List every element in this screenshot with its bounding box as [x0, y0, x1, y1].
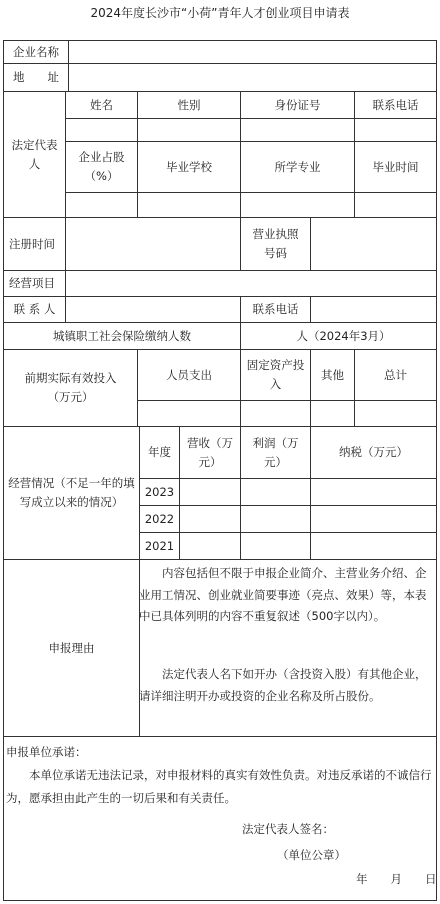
total-field[interactable]: [354, 400, 437, 427]
insurance-unit: 人（2024年3月）: [296, 328, 391, 343]
company-name-field[interactable]: [68, 40, 437, 64]
year-cell: 2021: [139, 532, 180, 560]
header-major: 所学专业: [240, 141, 355, 193]
profit-field[interactable]: [240, 478, 311, 506]
label-license-no: 营业执照号码: [240, 217, 311, 271]
other-field[interactable]: [310, 400, 355, 427]
header-total: 总计: [354, 349, 437, 401]
label-contact-person: 联 系 人: [3, 296, 66, 323]
label-contact-phone2: 联系电话: [240, 296, 311, 323]
header-year: 年度: [139, 426, 180, 479]
gender-field[interactable]: [137, 118, 241, 142]
reason-instructions: 内容包括但不限于申报企业简介、主营业务介绍、企业用工情况、创业就业简要事迹（亮点、效果）等，本表中已具体列明的内容不重复叙述（500字以内）。: [139, 566, 427, 623]
header-profit: 利润（万元）: [240, 426, 311, 479]
label-investment: 前期实际有效投入（万元）: [3, 349, 138, 427]
share-field[interactable]: [65, 192, 138, 218]
label-reason: 申报理由: [3, 559, 140, 737]
contact-phone-field[interactable]: [354, 118, 437, 142]
year-cell: 2022: [139, 505, 180, 533]
tax-field[interactable]: [310, 505, 437, 533]
revenue-field[interactable]: [179, 505, 241, 533]
label-business-scope: 经营项目: [3, 270, 66, 297]
header-share: 企业占股（%）: [65, 141, 138, 193]
grad-time-field[interactable]: [354, 192, 437, 218]
label-reg-time: 注册时间: [3, 217, 66, 271]
insurance-field[interactable]: [240, 322, 437, 350]
header-tax: 纳税（万元）: [310, 426, 437, 479]
major-field[interactable]: [240, 192, 355, 218]
reg-time-field[interactable]: [65, 217, 241, 271]
header-fixed-assets: 固定资产投入: [240, 349, 311, 401]
profit-field[interactable]: [240, 505, 311, 533]
license-no-field[interactable]: [310, 217, 437, 271]
header-name: 姓名: [65, 91, 138, 119]
business-scope-field[interactable]: [65, 270, 437, 297]
header-contact-phone: 联系电话: [354, 91, 437, 119]
seal-label: （单位公章）: [277, 848, 346, 862]
name-field[interactable]: [65, 118, 138, 142]
revenue-field[interactable]: [179, 532, 241, 560]
reason-note: 法定代表人名下如开办（含投资入股）有其他企业，请详细注明开办或投资的企业名称及所占股份。: [139, 667, 427, 703]
signature-label: 法定代表人签名：: [242, 822, 334, 836]
personnel-field[interactable]: [137, 400, 241, 427]
header-other: 其他: [310, 349, 355, 401]
contact-person-field[interactable]: [65, 296, 241, 323]
header-revenue: 营收（万元）: [179, 426, 241, 479]
label-legal-rep: 法定代表人: [3, 91, 66, 218]
form-title: 2024年度长沙市“小荷”青年人才创业项目申请表: [90, 6, 350, 20]
date-label: 年 月 日: [356, 872, 437, 886]
id-number-field[interactable]: [240, 118, 355, 142]
header-id-number: 身份证号: [240, 91, 355, 119]
header-gender: 性别: [137, 91, 241, 119]
revenue-field[interactable]: [179, 478, 241, 506]
tax-field[interactable]: [310, 478, 437, 506]
header-school: 毕业学校: [137, 141, 241, 193]
commitment-heading: 申报单位承诺：: [6, 745, 87, 759]
year-cell: 2023: [139, 478, 180, 506]
commitment-text: 本单位承诺无违法记录，对申报材料的真实有效性负责。对违反承诺的不诚信行为，愿承担由此产生的一切后果和有关责任。: [6, 768, 432, 805]
fixed-assets-field[interactable]: [240, 400, 311, 427]
label-insurance: 城镇职工社会保险缴纳人数: [3, 322, 241, 350]
label-company-name: 企业名称: [3, 40, 69, 64]
header-personnel: 人员支出: [137, 349, 241, 401]
label-address: 地 址: [3, 63, 69, 92]
header-grad-time: 毕业时间: [354, 141, 437, 193]
contact-phone2-field[interactable]: [310, 296, 437, 323]
tax-field[interactable]: [310, 532, 437, 560]
address-field[interactable]: [68, 63, 437, 92]
school-field[interactable]: [137, 192, 241, 218]
profit-field[interactable]: [240, 532, 311, 560]
label-operations: 经营情况（不足一年的填写成立以来的情况）: [3, 426, 140, 560]
